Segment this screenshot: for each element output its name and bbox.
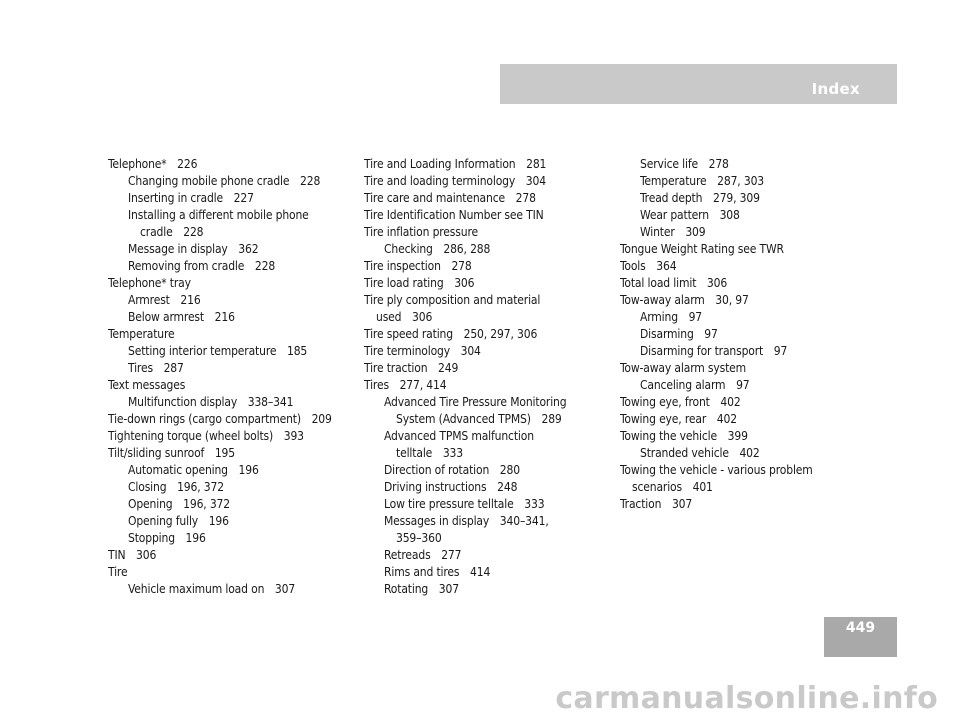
index-entry: Tire traction 249 [364, 361, 459, 375]
index-entry: used 306 [376, 310, 433, 324]
watermark[interactable]: carmanualsonline.info [555, 681, 938, 716]
index-entry: Tow-away alarm 30, 97 [620, 293, 749, 307]
index-entry: Low tire pressure telltale 333 [384, 497, 545, 511]
index-entry: Tires 277, 414 [364, 378, 447, 392]
index-entry: Tire terminology 304 [364, 344, 481, 358]
index-entry: Wear pattern 308 [640, 208, 740, 222]
index-entry: Tightening torque (wheel bolts) 393 [108, 429, 304, 443]
index-entry: Total load limit 306 [620, 276, 728, 290]
index-entry: TIN 306 [108, 548, 157, 562]
index-entry: Tire care and maintenance 278 [364, 191, 536, 205]
index-entry: Rotating 307 [384, 582, 459, 596]
index-entry: Arming 97 [640, 310, 703, 324]
index-entry: Telephone* tray [108, 276, 191, 290]
index-entry: Towing eye, front 402 [620, 395, 741, 409]
index-entry: Tie-down rings (cargo compartment) 209 [108, 412, 332, 426]
index-entry: Multifunction display 338–341 [128, 395, 294, 409]
index-entry: Service life 278 [640, 157, 729, 171]
index-entry: Tire speed rating 250, 297, 306 [364, 327, 538, 341]
index-entry: scenarios 401 [632, 480, 713, 494]
index-entry: Installing a different mobile phone [128, 208, 309, 222]
index-entry: Message in display 362 [128, 242, 259, 256]
index-entry: Vehicle maximum load on 307 [128, 582, 296, 596]
index-entry: Inserting in cradle 227 [128, 191, 254, 205]
index-entry: Retreads 277 [384, 548, 462, 562]
index-column-2 [364, 156, 614, 598]
index-entry: Opening fully 196 [128, 514, 229, 528]
index-column-3 [620, 156, 890, 513]
index-entry: Tow-away alarm system [620, 361, 747, 375]
index-entry: Tire [108, 565, 128, 579]
index-entry: cradle 228 [140, 225, 204, 239]
index-entry: Tire ply composition and material [364, 293, 541, 307]
page-number-box [824, 617, 897, 657]
index-entry: Tire Identification Number see TIN [364, 208, 544, 222]
index-entry: Advanced Tire Pressure Monitoring [384, 395, 567, 409]
index-entry: Stopping 196 [128, 531, 206, 545]
index-entry: Tire inflation pressure [364, 225, 478, 239]
index-entry: Towing the vehicle 399 [620, 429, 748, 443]
index-entry: Tire and loading terminology 304 [364, 174, 546, 188]
index-entry: Advanced TPMS malfunction [384, 429, 534, 443]
index-entry: Tire inspection 278 [364, 259, 472, 273]
index-entry: Tools 364 [620, 259, 677, 273]
index-entry: Tongue Weight Rating see TWR [620, 242, 784, 256]
index-entry: Traction 307 [620, 497, 693, 511]
index-entry: Text messages [108, 378, 186, 392]
index-entry: Armrest 216 [128, 293, 201, 307]
index-entry: Below armrest 216 [128, 310, 235, 324]
index-entry: Winter 309 [640, 225, 706, 239]
index-entry: Tires 287 [128, 361, 184, 375]
index-entry: Tire load rating 306 [364, 276, 475, 290]
index-entry: 359–360 [396, 531, 442, 545]
index-entry: Towing eye, rear 402 [620, 412, 737, 426]
index-entry: Tread depth 279, 309 [640, 191, 760, 205]
index-entry: Removing from cradle 228 [128, 259, 276, 273]
index-entry: System (Advanced TPMS) 289 [396, 412, 562, 426]
index-entry: Automatic opening 196 [128, 463, 259, 477]
header-bar [500, 64, 897, 104]
index-column-1 [108, 156, 358, 598]
index-entry: Tire and Loading Information 281 [364, 157, 547, 171]
index-entry: Direction of rotation 280 [384, 463, 520, 477]
index-entry: telltale 333 [396, 446, 463, 460]
index-entry: Temperature [108, 327, 175, 341]
index-entry: Changing mobile phone cradle 228 [128, 174, 321, 188]
index-entry: Checking 286, 288 [384, 242, 491, 256]
index-entry: Canceling alarm 97 [640, 378, 750, 392]
index-entry: Tilt/sliding sunroof 195 [108, 446, 235, 460]
index-entry: Opening 196, 372 [128, 497, 230, 511]
page-number: 449 [845, 620, 876, 636]
index-entry: Closing 196, 372 [128, 480, 224, 494]
index-entry: Disarming 97 [640, 327, 718, 341]
index-entry: Disarming for transport 97 [640, 344, 788, 358]
index-entry: Messages in display 340–341, [384, 514, 549, 528]
index-entry: Stranded vehicle 402 [640, 446, 760, 460]
index-entry: Towing the vehicle - various problem [620, 463, 813, 477]
index-entry: Temperature 287, 303 [640, 174, 765, 188]
section-title: Index [811, 80, 860, 98]
index-entry: Rims and tires 414 [384, 565, 491, 579]
index-entry: Driving instructions 248 [384, 480, 518, 494]
index-entry: Telephone* 226 [108, 157, 198, 171]
index-entry: Setting interior temperature 185 [128, 344, 308, 358]
